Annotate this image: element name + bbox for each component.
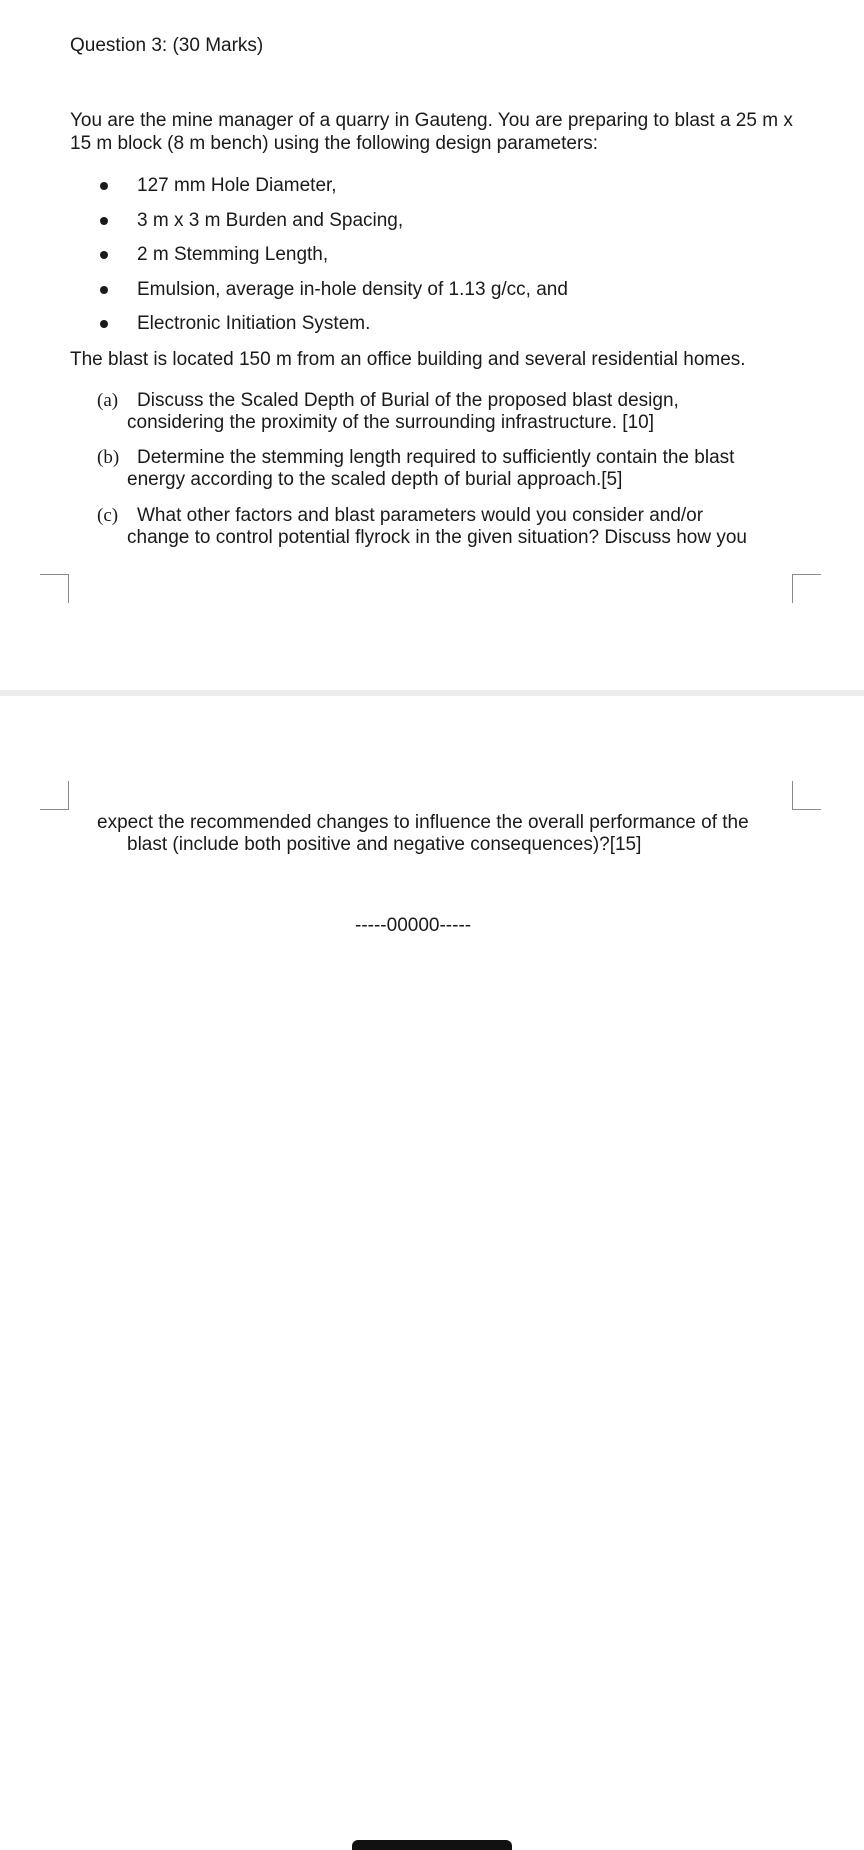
part-label: (b)	[97, 447, 120, 468]
end-of-question-marker: -----00000-----	[355, 915, 472, 936]
part-text-line1: Discuss the Scaled Depth of Burial of the proposed blast design,	[137, 390, 679, 411]
part-label: (c)	[97, 505, 119, 526]
list-item-text: Emulsion, average in-hole density of 1.13 g/cc, and	[137, 279, 568, 300]
bullet-icon	[100, 217, 108, 225]
bullet-icon	[100, 286, 108, 294]
crop-mark-icon	[792, 781, 821, 810]
question-heading: Question 3: (30 Marks)	[70, 35, 264, 56]
list-item-text: 127 mm Hole Diameter,	[137, 175, 337, 196]
part-text-line1: Determine the stemming length required to sufficiently contain the blast	[137, 447, 735, 468]
part-text-line2: considering the proximity of the surrounding infrastructure. [10]	[127, 412, 654, 433]
part-c-continuation-line1: expect the recommended changes to influence the overall performance of the	[97, 812, 749, 833]
crop-mark-icon	[40, 574, 69, 603]
bullet-icon	[100, 320, 108, 328]
list-item-text: 2 m Stemming Length,	[137, 244, 329, 265]
document-page-2	[0, 696, 864, 1850]
document-page-1	[0, 0, 864, 690]
list-item-text: 3 m x 3 m Burden and Spacing,	[137, 210, 404, 231]
list-item-text: Electronic Initiation System.	[137, 313, 371, 334]
part-c-continuation-line2: blast (include both positive and negative consequences)?[15]	[127, 834, 642, 855]
part-text-line1: What other factors and blast parameters would you consider and/or	[137, 505, 704, 526]
part-text-line2: energy according to the scaled depth of burial approach.[5]	[127, 469, 623, 490]
blast-location-text: The blast is located 150 m from an office building and several residential homes.	[70, 349, 746, 370]
part-label: (a)	[97, 390, 119, 411]
question-intro: You are the mine manager of a quarry in Gauteng. You are preparing to blast a 25 m x 15 m block (8 m bench) using the following design parameters:	[70, 110, 793, 154]
home-indicator[interactable]	[352, 1840, 512, 1850]
bullet-icon	[100, 182, 108, 190]
bullet-icon	[100, 251, 108, 259]
crop-mark-icon	[40, 781, 69, 810]
part-text-line2: change to control potential flyrock in the given situation? Discuss how you	[127, 527, 747, 548]
crop-mark-icon	[792, 574, 821, 603]
